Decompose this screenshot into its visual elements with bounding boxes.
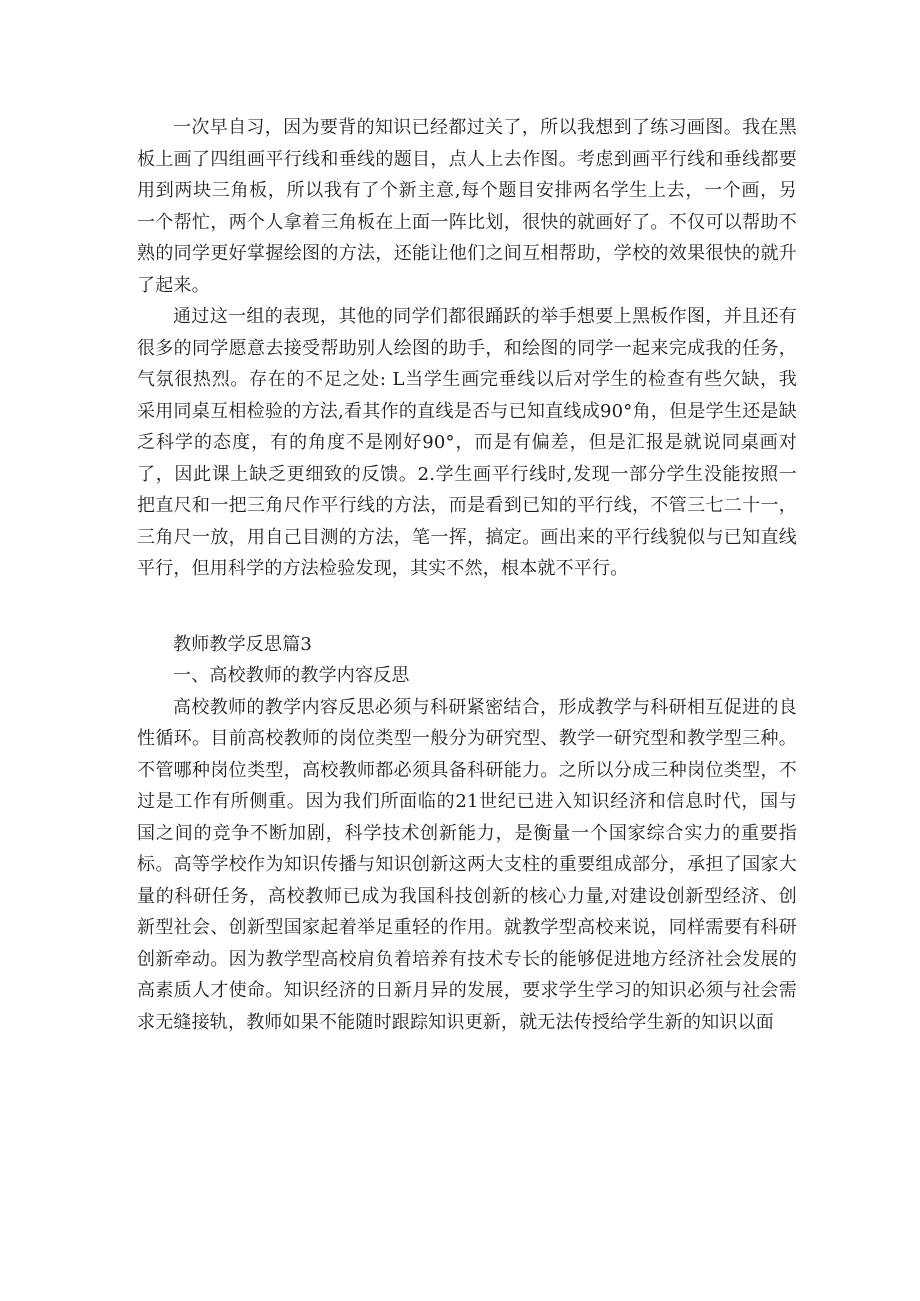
section-spacer	[137, 585, 797, 629]
paragraph-practice-drawing: 一次早自习，因为要背的知识已经都过关了，所以我想到了练习画图。我在黑板上画了四组画平行线和垂线的题目，点人上去作图。考虑到画平行线和垂线都要用到两块三角板，所以我有了个新主意,每个题目安排两名学生上去，一个画，另一个帮忙，两个人拿着三角板在上面一阵比划，很快的就画好了。不仅可以帮助不熟的同学更好掌握绘图的方法，还能让他们之间互相帮助，学校的效果很快的就升了起来。	[137, 117, 797, 296]
paragraph-class-performance: 通过这一组的表现，其他的同学们都很踊跃的举手想要上黑板作图，并且还有很多的同学愿意去接受帮助别人绘图的助手，和绘图的同学一起来完成我的任务，气氛很热烈。存在的不足之处: L当学生画完垂线以后对学生的检查有些欠缺，我采用同桌互相检验的方法,看其作的直线是否与已知直线成90°角，但是学生还是缺乏科学的态度，有的角度不是刚好90°，而是有偏差，但是汇报是就说同桌画对了，因此课上缺乏更细致的反馈。2.学生画平行线时,发现一部分学生没能按照一把直尺和一把三角尺作平行线的方法，而是看到已知的平行线，不管三七二十一，三角尺一放，用自己目测的方法，笔一挥，搞定。画出来的平行线貌似与已知直线平行，但用科学的方法检验发现，其实不然，根本就不平行。	[137, 306, 797, 579]
paragraph-teaching-content: 高校教师的教学内容反思必须与科研紧密结合，形成教学与科研相互促进的良性循环。目前高校教师的岗位类型一般分为研究型、教学一研究型和教学型三种。不管哪种岗位类型，高校教师都必须具备科研能力。之所以分成三种岗位类型，不过是工作有所侧重。因为我们所面临的21世纪已进入知识经济和信息时代，国与国之间的竞争不断加剧，科学技术创新能力，是衡量一个国家综合实力的重要指标。高等学校作为知识传播与知识创新这两大支柱的重要组成部分，承担了国家大量的科研任务，高校教师已成为我国科技创新的核心力量,对建设创新型经济、创新型社会、创新型国家起着举足重轻的作用。就教学型高校来说，同样需要有科研创新牵动。因为教学型高校肩负着培养有技术专长的能够促进地方经济社会发展的高素质人才使命。知识经济的日新月异的发展，要求学生学习的知识必须与社会需求无缝接轨，教师如果不能随时跟踪知识更新，就无法传授给学生新的知识以面	[137, 696, 797, 1033]
document-body	[137, 112, 797, 1038]
subsection-title: 一、高校教师的教学内容反思	[173, 665, 410, 686]
section-title: 教师教学反思篇3	[173, 633, 313, 655]
